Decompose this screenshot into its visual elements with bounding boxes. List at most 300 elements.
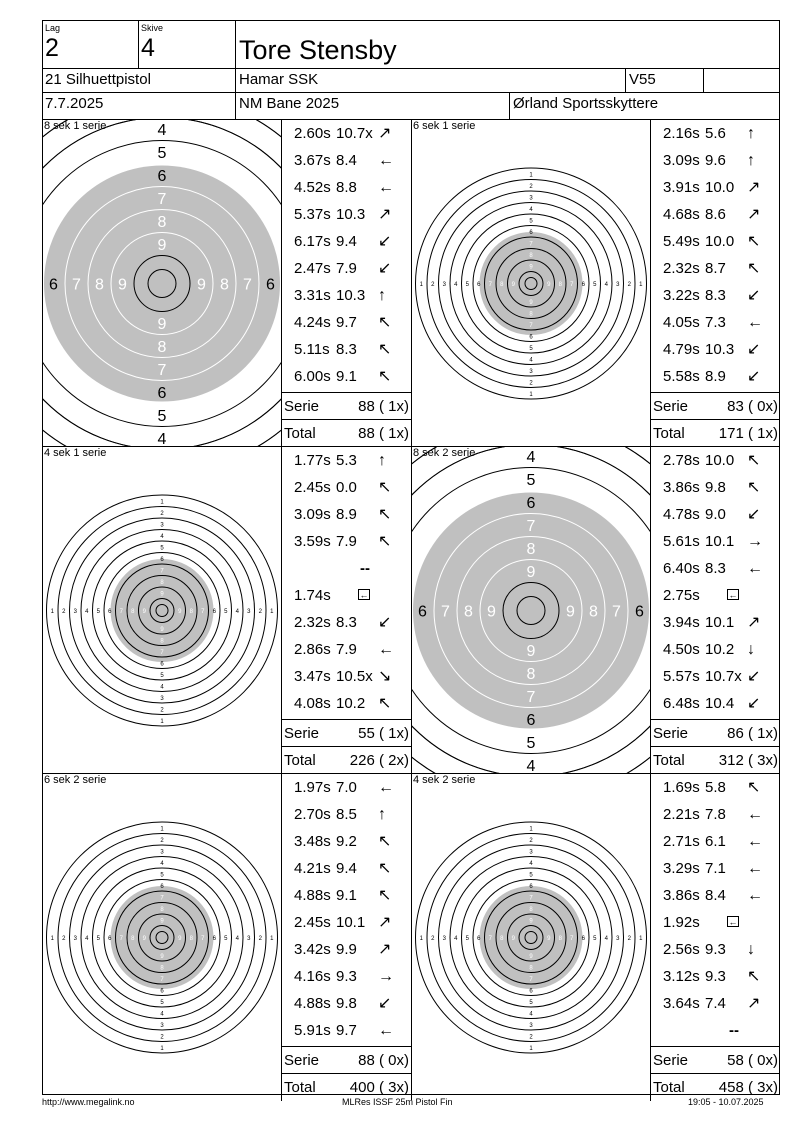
shot-row [282,909,411,936]
direction-arrow-icon: ↙ [747,368,761,385]
ring-number: 9 [142,936,146,942]
ring-number: 3 [73,609,77,615]
shot-score: 8.9 [705,368,726,385]
shot-score: 7.4 [705,995,726,1012]
ring-number: 5 [224,609,228,615]
ring-number: 6 [477,936,481,942]
ring-number: 5 [160,545,164,552]
ring-number: 7 [612,603,621,621]
ring-number: 7 [160,976,164,983]
shot-table [281,447,411,774]
shot-score: 9.4 [336,233,357,250]
total-sum-label: Total [284,425,316,442]
direction-arrow-icon: ← [747,860,763,877]
target-diagram [43,120,281,447]
ring-number: 2 [160,1034,164,1041]
ring-number: 9 [157,237,167,254]
shot-score: 7.9 [336,260,357,277]
ring-number: 4 [529,206,533,213]
shot-score: 10.5x [336,668,373,685]
direction-arrow-icon: ↑ [378,287,386,304]
ring-number: 6 [160,661,164,668]
ring-number: 5 [529,872,533,879]
ring-number: 8 [500,936,504,942]
shot-time: 4.24s [294,314,331,331]
shot-row [282,609,411,636]
footer-right: 19:05 - 10.07.2025 [688,1097,764,1107]
date: 7.7.2025 [45,95,104,112]
shot-score: 9.3 [705,968,726,985]
shot-score: 7.3 [705,314,726,331]
ring-number: 6 [49,276,58,294]
shot-row [282,774,411,801]
ring-number: 6 [212,936,216,942]
ring-number: 8 [529,965,533,972]
ring-number: 8 [526,666,536,683]
ring-number: 5 [157,408,167,425]
shot-row [282,636,411,663]
ring-number: 7 [201,609,205,615]
direction-arrow-icon: ↗ [378,125,392,142]
direction-arrow-icon: ↖ [747,779,761,796]
ring-number: 5 [224,936,228,942]
shot-row [282,801,411,828]
serie-sum [282,1046,411,1074]
ring-number: 3 [616,936,620,942]
ring-number: 8 [220,276,229,294]
ring-number: 7 [160,895,164,902]
ring-number: 1 [160,1045,164,1052]
shot-time: 5.11s [294,341,330,358]
direction-arrow-icon: ↖ [747,968,761,985]
ring-number: 2 [529,1034,533,1041]
shot-score: 10.0 [705,233,735,250]
shot-time: 3.64s [663,995,700,1012]
serie-sum [282,392,411,420]
missing-shot-marker: -- [729,1022,739,1039]
ring-number: 2 [529,380,533,387]
shot-score: 9.9 [336,941,357,958]
ring-number: 9 [529,264,533,271]
shot-score: 8.6 [705,206,726,223]
direction-arrow-icon: ↑ [747,125,755,142]
direction-arrow-icon: → [378,968,394,985]
shot-time: 6.17s [294,233,331,250]
ring-number: 3 [442,282,446,288]
shot-score: 9.7 [336,1022,357,1039]
shot-row [651,936,780,963]
ring-number: 1 [639,936,643,942]
shot-row [651,528,780,555]
ring-number: 1 [160,499,164,506]
shot-table [281,774,411,1101]
ring-number: 2 [529,183,533,190]
shot-row [651,474,780,501]
target-diagram [412,447,650,774]
series-label: 6 sek 1 serie [413,120,476,132]
target-diagram [412,120,650,447]
serie-sum-label: Serie [653,398,689,415]
shot-row [282,120,411,147]
shot-row [282,255,411,282]
direction-arrow-icon: ↖ [378,314,392,331]
shot-score: 8.7 [705,260,726,277]
shot-time: 5.61s [663,533,700,550]
shot-row [651,363,780,390]
ring-number: 4 [85,609,89,615]
ring-number: 3 [529,849,533,856]
total-sum [651,746,780,774]
shot-time: 3.42s [294,941,331,958]
shot-row [651,963,780,990]
shot-score: 9.8 [705,479,726,496]
ring-number: 9 [487,603,496,621]
ring-number: 7 [488,936,492,942]
shot-row [651,555,780,582]
ring-number: 2 [160,707,164,714]
ring-number: 1 [50,936,54,942]
shot-time: 3.86s [663,887,700,904]
serie-sum-label: Serie [284,398,320,415]
ring-number: 8 [464,603,473,621]
ring-number: 8 [526,541,536,558]
direction-arrow-icon: ↖ [378,833,392,850]
ring-number: 9 [526,564,536,581]
total-sum-value: 400 ( 3x) [349,1079,409,1096]
ring-number: 9 [511,936,515,942]
total-sum [282,746,411,774]
ring-number: 7 [160,568,164,575]
ring-number: 6 [108,936,112,942]
series-panel [411,119,779,446]
ring-number: 6 [266,276,275,294]
shot-score: 10.3 [705,341,735,358]
ring-number: 8 [189,609,193,615]
footer-center: MLRes ISSF 25m Pistol Fin [342,1097,453,1107]
direction-arrow-icon: ↗ [747,179,761,196]
ring-number: 9 [118,276,127,294]
firing-start-icon: ← [728,917,738,927]
shot-score: 9.1 [336,887,357,904]
ring-number: 5 [526,472,536,489]
ring-number: 5 [526,735,536,752]
shot-row [651,663,780,690]
shot-score: 9.3 [705,941,726,958]
shot-time: 6.40s [663,560,700,577]
ring-number: 3 [529,368,533,375]
direction-arrow-icon: ← [747,806,763,823]
shot-score: 5.8 [705,779,726,796]
ring-number: 6 [529,988,533,995]
total-sum [282,419,411,447]
ring-number: 9 [547,936,551,942]
series-label: 4 sek 2 serie [413,774,476,786]
shot-time: 3.91s [663,179,700,196]
shot-row [651,774,780,801]
ring-number: 7 [441,603,450,621]
ring-number: 9 [160,918,164,925]
shot-row [282,855,411,882]
ring-number: 1 [270,609,274,615]
ring-number: 8 [529,252,533,259]
shot-row [282,555,411,582]
competition: NM Bane 2025 [239,95,340,112]
ring-number: 6 [526,712,536,729]
direction-arrow-icon: ↓ [747,641,755,658]
shot-row [651,801,780,828]
direction-arrow-icon: ← [747,887,763,904]
serie-sum-label: Serie [284,1052,320,1069]
shot-time: 2.56s [663,941,700,958]
shot-time: 2.75s [663,587,700,604]
total-sum-label: Total [653,1079,685,1096]
ring-number: 9 [566,603,575,621]
ring-number: 6 [212,609,216,615]
ring-number: 2 [431,282,435,288]
shot-time: 6.00s [294,368,331,385]
shot-row [282,963,411,990]
ring-number: 4 [157,431,167,447]
ring-number: 1 [419,936,423,942]
ring-number: 1 [419,282,423,288]
shot-time: 2.16s [663,125,700,142]
serie-sum [651,719,780,747]
ring-number: 9 [529,299,533,306]
total-sum-value: 88 ( 1x) [358,425,409,442]
ring-number: 5 [593,936,597,942]
direction-arrow-icon: ↙ [747,287,761,304]
ring-number: 4 [157,122,167,139]
direction-arrow-icon: ← [378,1022,394,1039]
shot-time: 4.79s [663,341,700,358]
shot-row [651,882,780,909]
ring-number: 2 [627,936,631,942]
shot-row [651,228,780,255]
shot-row [282,474,411,501]
shot-score: 8.4 [336,152,357,169]
serie-sum-value: 86 ( 1x) [727,725,778,742]
shot-row [651,147,780,174]
ring-number: 9 [160,591,164,598]
ring-number: 3 [73,936,77,942]
shot-row [651,501,780,528]
direction-arrow-icon: ↑ [747,152,755,169]
series-panel [43,446,411,773]
firing-start-icon: ← [728,590,738,600]
ring-number: 4 [529,860,533,867]
ring-number: 1 [160,718,164,725]
discipline: 21 Silhuettpistol [45,71,151,88]
direction-arrow-icon: ← [378,179,394,196]
ring-number: 6 [529,334,533,341]
ring-number: 3 [616,282,620,288]
organizer: Ørland Sportsskyttere [513,95,659,112]
shot-row [282,990,411,1017]
shot-score: 10.1 [705,533,735,550]
shot-row [282,309,411,336]
club: Hamar SSK [239,71,319,88]
ring-number: 4 [529,1011,533,1018]
shot-row [282,1017,411,1044]
shot-time: 4.05s [663,314,700,331]
ring-number: 5 [96,609,100,615]
ring-number: 8 [160,906,164,913]
ring-number: 4 [235,936,239,942]
direction-arrow-icon: ↙ [747,506,761,523]
direction-arrow-icon: ↖ [378,887,392,904]
direction-arrow-icon: ← [747,560,763,577]
ring-number: 1 [270,936,274,942]
ring-number: 8 [529,906,533,913]
direction-arrow-icon: ↖ [378,695,392,712]
shot-time: 3.22s [663,287,700,304]
shot-row [282,174,411,201]
shot-time: 2.32s [663,260,700,277]
shot-score: 7.8 [705,806,726,823]
serie-sum-label: Serie [284,725,320,742]
shot-score: 10.4 [705,695,735,712]
ring-number: 7 [570,282,574,288]
class: V55 [629,71,656,88]
shot-time: 4.16s [294,968,331,985]
firing-start-icon: ← [359,590,369,600]
ring-number: 8 [500,282,504,288]
ring-number: 1 [639,282,643,288]
shot-row [651,909,780,936]
shot-time: 2.60s [294,125,331,142]
missing-shot-marker: -- [360,560,370,577]
shot-score: 9.6 [705,152,726,169]
shot-score: 10.2 [705,641,735,658]
shot-time: 3.86s [663,479,700,496]
shot-row [651,1017,780,1044]
direction-arrow-icon: ↙ [378,233,392,250]
shot-row [651,282,780,309]
shot-time: 3.94s [663,614,700,631]
ring-number: 4 [160,1011,164,1018]
shot-time: 2.86s [294,641,331,658]
ring-number: 8 [160,965,164,972]
ring-number: 5 [160,872,164,879]
shot-score: 7.9 [336,641,357,658]
shot-row [651,255,780,282]
shot-row [651,690,780,717]
shot-score: 10.1 [336,914,366,931]
shot-time: 3.09s [294,506,331,523]
shot-time: 3.47s [294,668,331,685]
shot-time: 1.77s [294,452,331,469]
shot-row [282,582,411,609]
ring-number: 1 [529,391,533,398]
shot-time: 2.70s [294,806,331,823]
shot-score: 10.0 [705,452,735,469]
shot-time: 2.45s [294,479,331,496]
shot-score: 10.2 [336,695,366,712]
direction-arrow-icon: ↖ [378,533,392,550]
serie-sum [282,719,411,747]
ring-number: 1 [50,609,54,615]
direction-arrow-icon: ↙ [378,614,392,631]
series-panel [411,446,779,773]
ring-number: 8 [558,936,562,942]
ring-number: 7 [157,362,167,379]
shot-row [651,447,780,474]
shot-score: 8.8 [336,179,357,196]
ring-number: 5 [96,936,100,942]
shot-row [282,147,411,174]
series-label: 6 sek 2 serie [44,774,107,786]
ring-number: 3 [247,609,251,615]
ring-number: 5 [593,282,597,288]
ring-number: 7 [157,191,167,208]
target-diagram [412,774,650,1101]
shot-score: 7.1 [705,860,726,877]
direction-arrow-icon: ↖ [378,368,392,385]
direction-arrow-icon: ↙ [747,695,761,712]
ring-number: 5 [529,999,533,1006]
direction-arrow-icon: ↙ [378,995,392,1012]
skive-value: 4 [141,34,155,62]
ring-number: 9 [529,918,533,925]
shot-time: 2.47s [294,260,331,277]
ring-number: 2 [160,837,164,844]
shot-score: 7.9 [336,533,357,550]
shot-score: 8.3 [705,560,726,577]
ring-number: 9 [526,643,536,660]
ring-number: 4 [235,609,239,615]
shot-time: 1.74s [294,587,331,604]
ring-number: 8 [189,936,193,942]
direction-arrow-icon: ↖ [378,479,392,496]
ring-number: 9 [160,626,164,633]
shot-row [282,828,411,855]
total-sum-label: Total [653,425,685,442]
ring-number: 5 [160,672,164,679]
direction-arrow-icon: → [747,533,763,550]
total-sum-label: Total [653,752,685,769]
ring-number: 2 [160,510,164,517]
ring-number: 8 [157,214,167,231]
series-label: 8 sek 2 serie [413,447,476,459]
ring-number: 4 [526,758,536,774]
shot-score: 0.0 [336,479,357,496]
ring-number: 3 [160,1022,164,1029]
shot-time: 3.48s [294,833,331,850]
ring-number: 6 [160,556,164,563]
ring-number: 5 [157,145,167,162]
result-sheet [42,20,780,1095]
ring-number: 6 [477,282,481,288]
direction-arrow-icon: ↖ [378,341,392,358]
ring-number: 7 [526,689,536,706]
shot-row [651,636,780,663]
ring-number: 2 [258,936,262,942]
target-diagram [43,774,281,1101]
direction-arrow-icon: ↗ [747,614,761,631]
ring-number: 9 [511,282,515,288]
serie-sum-value: 55 ( 1x) [358,725,409,742]
shot-time: 1.69s [663,779,700,796]
ring-number: 4 [454,936,458,942]
shot-row [651,990,780,1017]
shot-score: 9.7 [336,314,357,331]
total-sum-label: Total [284,1079,316,1096]
ring-number: 2 [431,936,435,942]
shot-score: 8.4 [705,887,726,904]
ring-number: 6 [581,282,585,288]
shot-time: 3.09s [663,152,700,169]
ring-number: 8 [558,282,562,288]
